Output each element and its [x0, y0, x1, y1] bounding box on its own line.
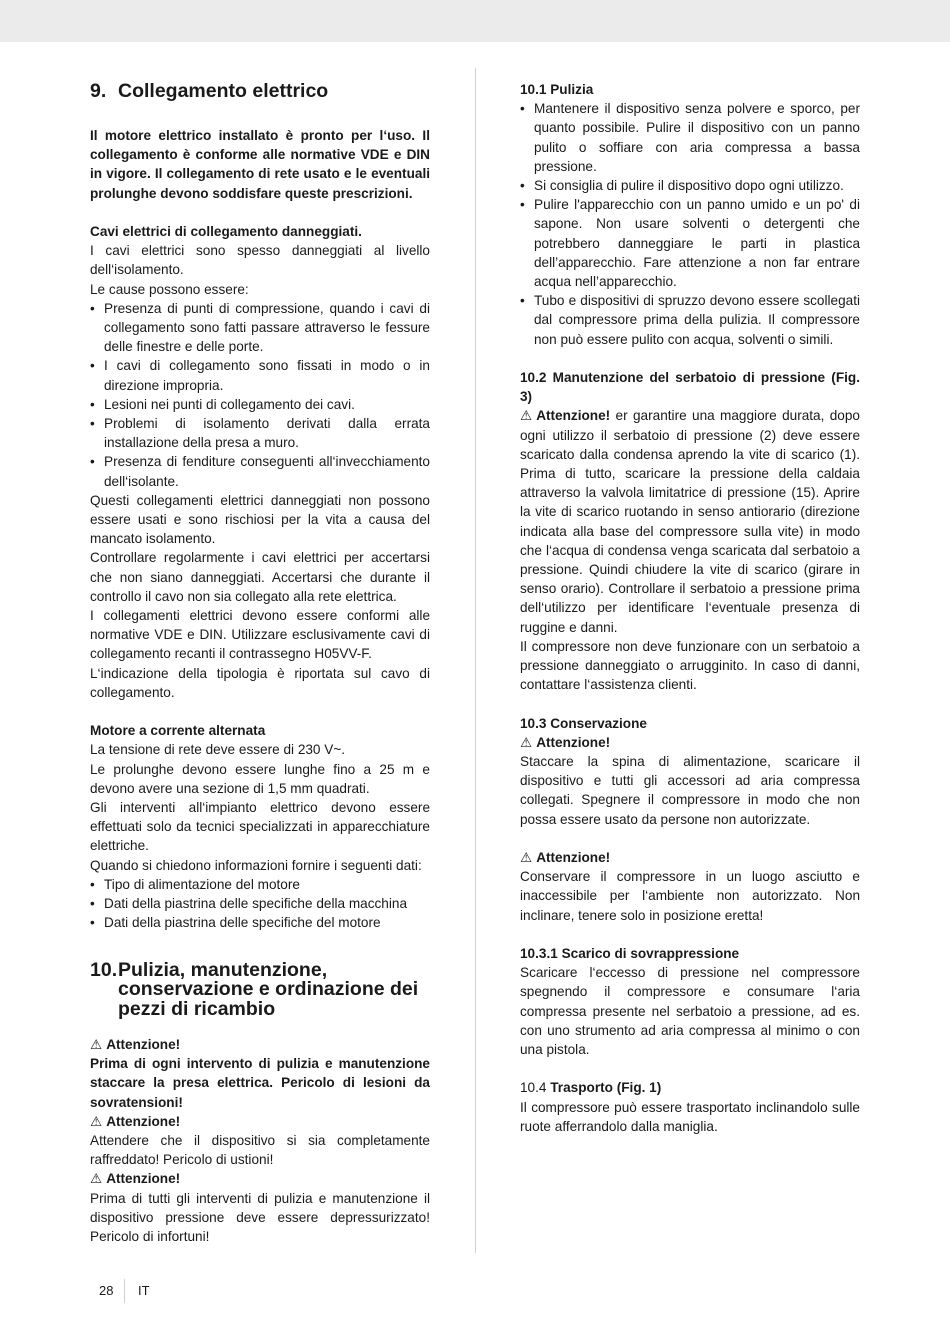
list-item: • Mantenere il dispositivo senza polvere e sporco, per quanto possibile. Pulire il dispositivo con un panno pulito o soffiare con aria compressa a bassa pressione.	[520, 99, 860, 176]
warning-label: ⚠ Attenzione!	[90, 1169, 430, 1188]
section-10-heading: 10. Pulizia, manutenzione, conservazione e ordinazione dei pezzi di ricambio	[90, 958, 419, 1020]
top-band	[0, 0, 950, 42]
warning-icon: ⚠	[90, 1171, 103, 1187]
paragraph: ⚠ Attenzione! er garantire una maggiore durata, dopo ogni utilizzo il serbatoio di pressione (2) deve essere scaricato dalla condensa aprendo la vite di scarico (1). Prima di tutto, scaricare la pressione della caldaia attraverso la valvola limitatrice di pressione (15). Aprire la vite di scarico ruotando in senso antiorario (direzione indicata alla base del compressore sulla vite) in modo che l‘acqua di condensa venga scaricata dal serbatoio a pressione. Quindi chiudere la vite di scarico (girare in senso orario). Controllare il serbatoio a pressione prima dell‘utilizzo per identificare l‘eventuale presenza di ruggine e danni.	[520, 408, 860, 635]
language-code: IT	[138, 1283, 150, 1298]
column-divider	[475, 68, 476, 1253]
warning-label: ⚠ Attenzione!	[90, 1112, 430, 1131]
paragraph: I collegamenti elettrici devono essere conformi alle normative VDE e DIN. Utilizzare esclusivamente cavi di collegamento recanti il contrassegno H05VV-F.	[90, 608, 430, 662]
warning-text: Attendere che il dispositivo si sia completamente raffreddato! Pericolo di ustioni!	[90, 1133, 430, 1168]
warning-icon: ⚠	[520, 734, 533, 750]
page-number: 28	[99, 1283, 114, 1298]
intro-paragraph: Il motore elettrico installato è pronto per l‘uso. Il collegamento è conforme alle normative VDE e DIN in vigore. Il collegamento di rete usato e le eventuali prolunghe devono soddisfare queste prescrizioni.	[90, 128, 430, 201]
paragraph: Le prolunghe devono essere lunghe fino a 25 m e devono avere una sezione di 1,5 mm quadrati.	[90, 761, 430, 796]
right-column	[520, 80, 860, 1136]
warning-label: ⚠ Attenzione!	[90, 1035, 430, 1054]
warning-icon: ⚠	[90, 1113, 103, 1129]
paragraph: Le cause possono essere:	[90, 281, 249, 297]
list-item: • Si consiglia di pulire il dispositivo dopo ogni utilizzo.	[520, 176, 860, 195]
paragraph: Questi collegamenti elettrici danneggiati non possono essere usati e sono rischiosi per la vita a causa del mancato isolamento.	[90, 492, 430, 547]
serbatoio-heading: 10.2 Manutenzione del serbatoio di pressione (Fig. 3)	[520, 370, 860, 405]
warning-text: Prima di tutti gli interventi di pulizia e manutenzione il dispositivo pressione deve essere depressurizzato! Pericolo di infortuni!	[90, 1190, 430, 1245]
paragraph: I cavi elettrici sono spesso danneggiati al livello dell‘isolamento.	[90, 243, 430, 278]
cavi-cause-list	[90, 299, 430, 491]
paragraph: Quando si chiedono informazioni fornire i seguenti dati:	[90, 857, 422, 873]
paragraph: Scaricare l‘eccesso di pressione nel compressore spegnendo il compressore e consumare l‘aria compressa presente nel serbatoio a pressione, ad es. con uno strumento ad aria compressa al minimo o con una pistola.	[520, 965, 860, 1058]
warning-label: ⚠ Attenzione!	[520, 848, 860, 867]
paragraph: Il compressore può essere trasportato inclinandolo sulle ruote afferrandolo dalla maniglia.	[520, 1099, 860, 1134]
motore-data-list	[90, 875, 430, 933]
list-item: • Tipo di alimentazione del motore	[90, 875, 430, 894]
cavi-heading: Cavi elettrici di collegamento danneggiati.	[90, 224, 362, 239]
footer-divider	[124, 1279, 125, 1303]
conservazione-heading: 10.3 Conservazione	[520, 715, 647, 731]
list-item: • Presenza di punti di compressione, quando i cavi di collegamento sono fatti passare attraverso le fessure delle finestre e delle porte.	[90, 299, 430, 357]
list-item: • Dati della piastrina delle specifiche del motore	[90, 913, 430, 932]
motore-heading: Motore a corrente alternata	[90, 723, 266, 739]
warning-label: ⚠ Attenzione!	[520, 408, 610, 423]
list-item: • Pulire l'apparecchio con un panno umido e un po' di sapone. Non usare solventi o detergenti che potrebbero danneggiare le parti in plastica dell’apparecchio. Fare attenzione a non far entrare acqua nell’apparecchio.	[520, 195, 860, 291]
warning-text: Prima di ogni intervento di pulizia e manutenzione staccare la presa elettrica. Pericolo di lesioni da sovratensioni!	[90, 1056, 430, 1110]
list-item: • Presenza di fenditure conseguenti all‘invecchiamento dell‘isolante.	[90, 452, 430, 490]
paragraph: Controllare regolarmente i cavi elettrici per accertarsi che non siano danneggiati. Accertarsi che durante il controllo il cavo non sia collegato alla rete elettrica.	[90, 550, 430, 604]
warning-icon: ⚠	[520, 850, 533, 866]
left-column	[90, 80, 430, 1246]
paragraph: Il compressore non deve funzionare con un serbatoio a pressione danneggiato o arrugginito. In caso di danni, contattare l‘assistenza clienti.	[520, 638, 860, 693]
warning-icon: ⚠	[90, 1037, 103, 1052]
paragraph: Staccare la spina di alimentazione, scaricare il dispositivo e tutti gli accessori ad aria compressa collegati. Spegnere il compressore in modo che non possa essere usato da persone non autorizzate.	[520, 754, 860, 827]
section-9-heading: 9. Collegamento elettrico	[90, 80, 329, 102]
list-item: • Problemi di isolamento derivati dalla errata installazione della presa a muro.	[90, 414, 430, 452]
list-item: • Tubo e dispositivi di spruzzo devono essere scollegati dal compressore prima della pulizia. Il compressore non può essere pulito con acqua, solventi o simili.	[520, 291, 860, 349]
paragraph: Gli interventi all‘impianto elettrico devono essere effettuati solo da tecnici specializzati in apparecchiature elettriche.	[90, 800, 430, 854]
paragraph: La tensione di rete deve essere di 230 V~.	[90, 742, 346, 758]
warning-label: ⚠ Attenzione!	[520, 733, 860, 752]
paragraph: Conservare il compressore in un luogo asciutto e inaccessibile per l‘ambiente non autorizzato. Non inclinare, tenere solo in posizione eretta!	[520, 869, 860, 923]
scarico-heading: 10.3.1 Scarico di sovrappressione	[520, 946, 740, 962]
warning-icon: ⚠	[520, 408, 533, 424]
pulizia-heading: 10.1 Pulizia	[520, 82, 594, 97]
list-item: • Dati della piastrina delle specifiche della macchina	[90, 894, 430, 913]
paragraph: L‘indicazione della tipologia è riportata sul cavo di collegamento.	[90, 665, 430, 700]
trasporto-heading: 10.4 Trasporto (Fig. 1)	[520, 1080, 662, 1096]
list-item: • I cavi di collegamento sono fissati in modo o in direzione impropria.	[90, 356, 430, 394]
pulizia-list	[520, 99, 860, 349]
list-item: • Lesioni nei punti di collegamento dei cavi.	[90, 395, 430, 414]
